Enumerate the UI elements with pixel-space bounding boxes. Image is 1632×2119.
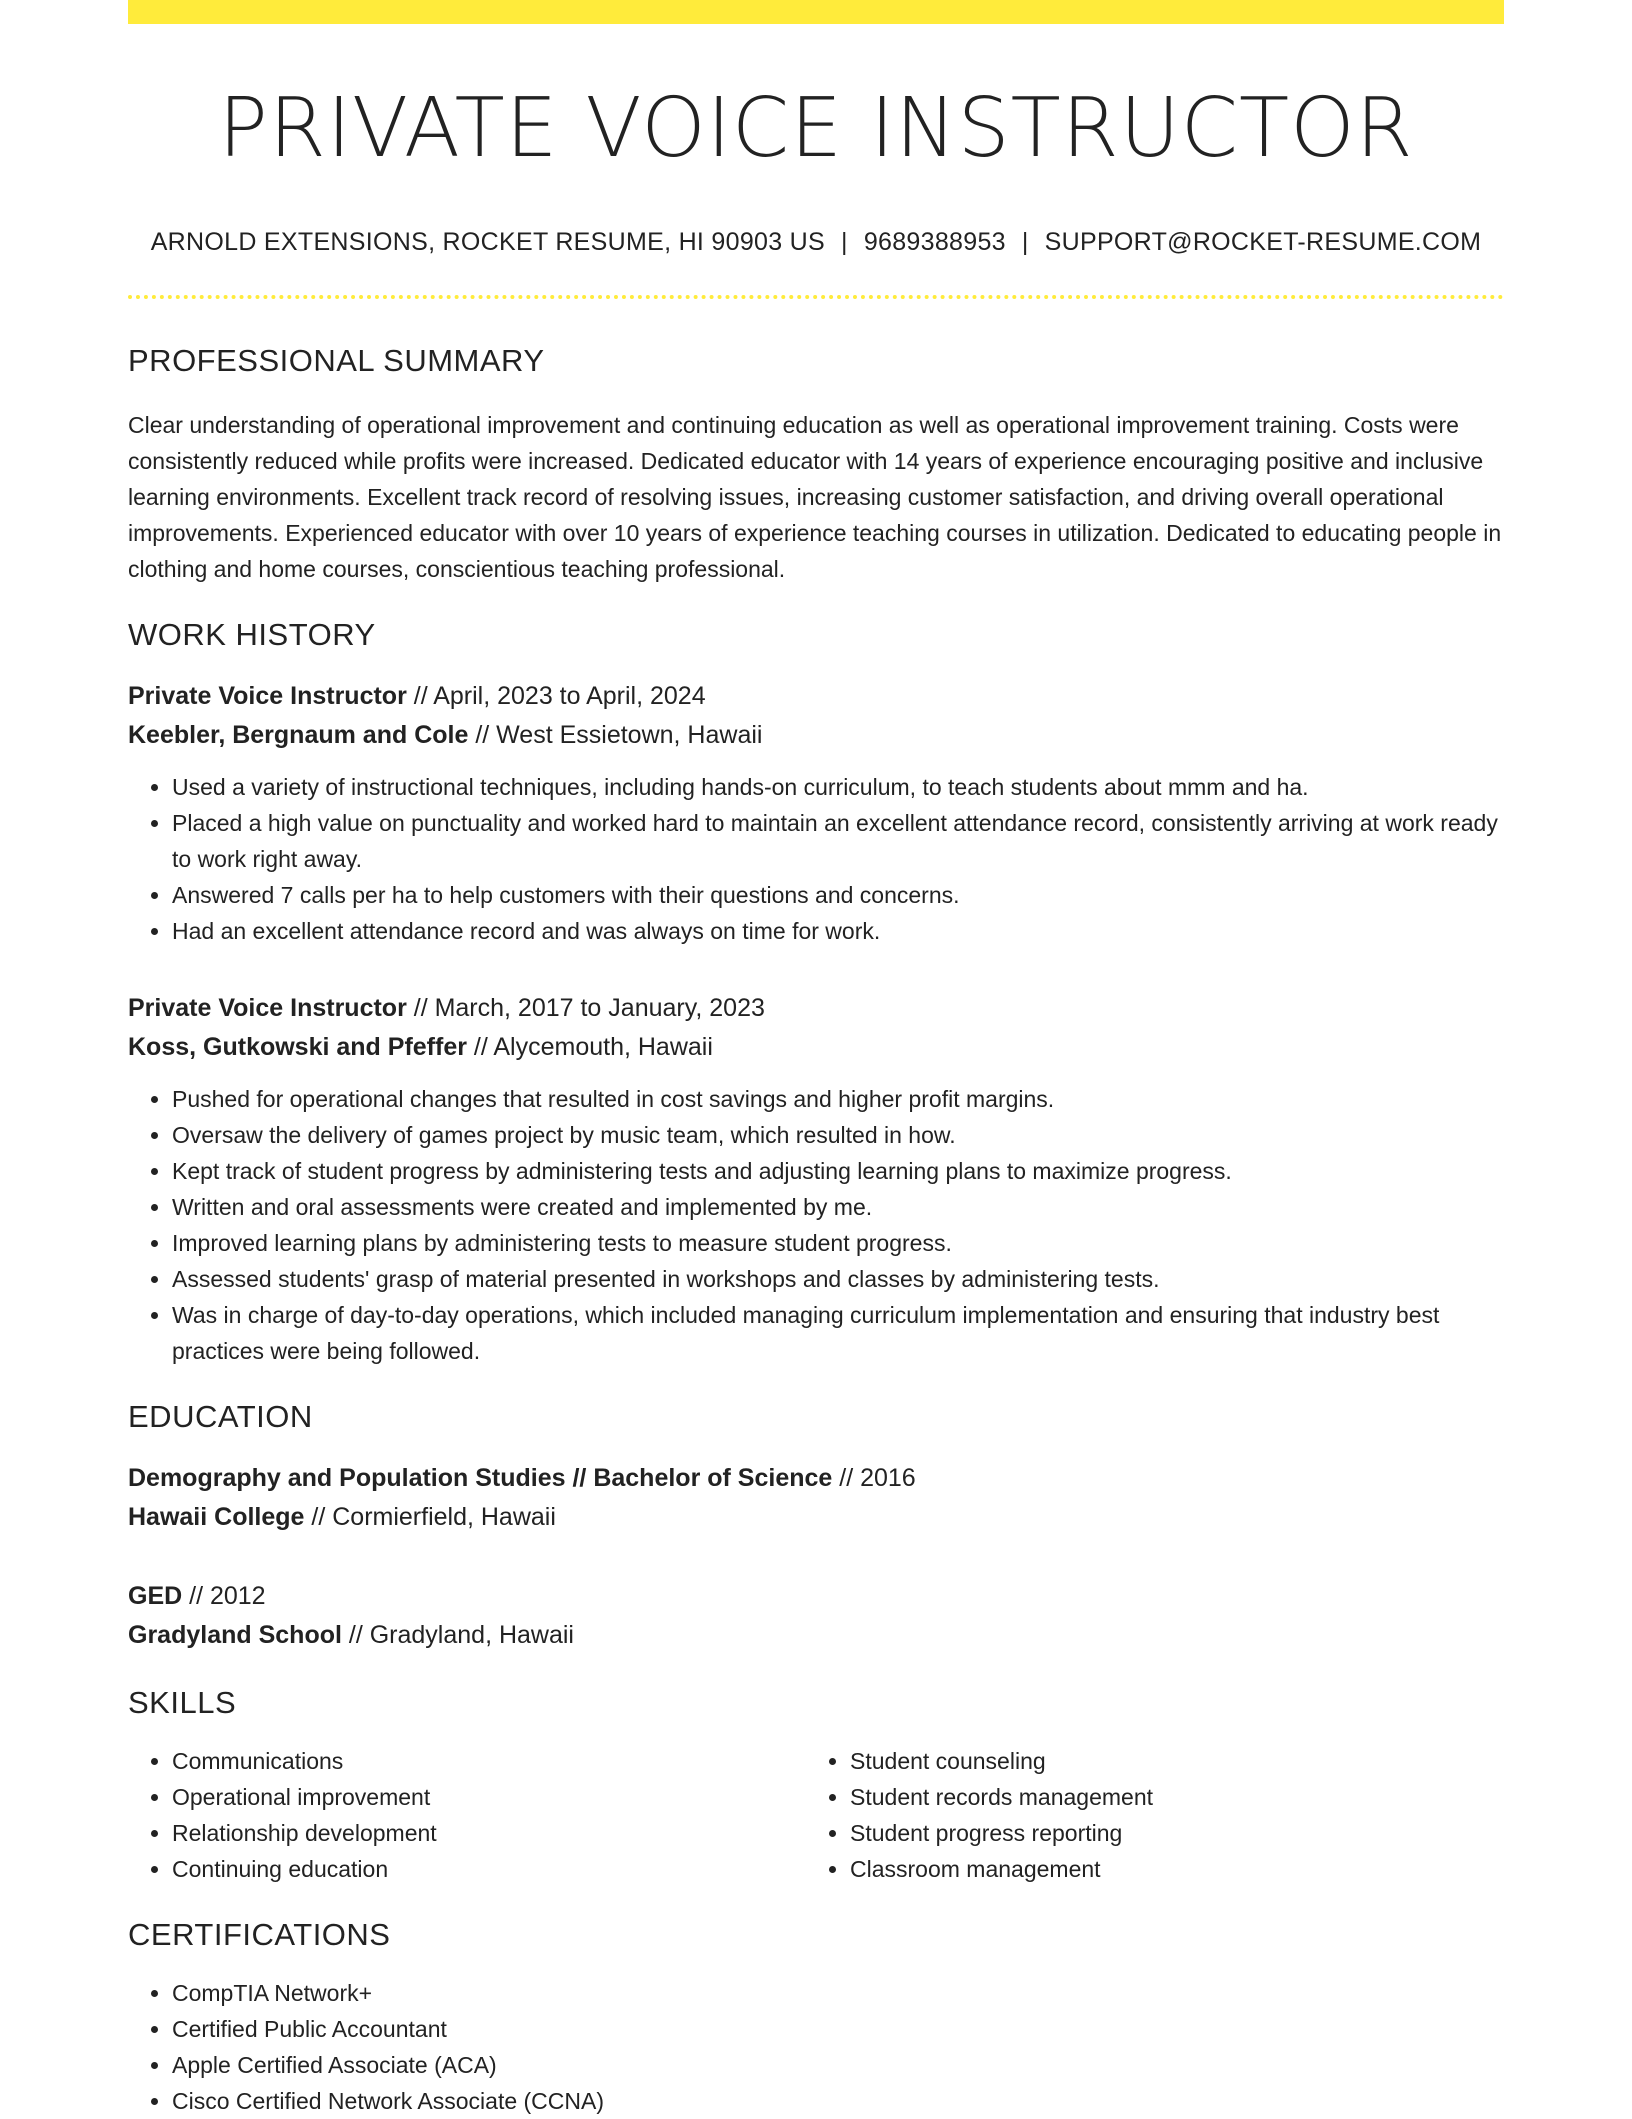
list-item: • Improved learning plans by administering tests to measure student progress.	[172, 1225, 1504, 1261]
job-bullets	[128, 769, 1504, 949]
job-location: // West Essietown, Hawaii	[468, 721, 763, 750]
list-item: • Operational improvement	[172, 1779, 806, 1815]
certifications-heading: CERTIFICATIONS	[128, 1917, 391, 1953]
education-entry	[128, 1459, 1504, 1537]
contact-separator: |	[841, 228, 848, 257]
education-degree: GED	[128, 1582, 183, 1611]
education-school: Gradyland School	[128, 1621, 342, 1650]
list-item: • Continuing education	[172, 1851, 806, 1887]
education-year: // 2016	[832, 1464, 916, 1493]
list-item: • Written and oral assessments were created and implemented by me.	[172, 1189, 1504, 1225]
dotted-divider	[128, 295, 1504, 299]
job-dates: // March, 2017 to January, 2023	[406, 994, 765, 1023]
list-item: • Pushed for operational changes that resulted in cost savings and higher profit margins.	[172, 1081, 1504, 1117]
summary-heading: PROFESSIONAL SUMMARY	[128, 343, 545, 379]
education-degree-line	[128, 1459, 1504, 1498]
job-title-line	[128, 989, 1504, 1028]
certifications-list	[128, 1975, 1504, 2119]
job-title: Private Voice Instructor	[128, 682, 407, 711]
list-item: • Kept track of student progress by administering tests and adjusting learning plans to maximize progress.	[172, 1153, 1504, 1189]
skills-columns	[128, 1743, 1504, 1887]
contact-phone: 9689388953	[863, 228, 1006, 257]
education-school: Hawaii College	[128, 1503, 305, 1532]
summary-text: Clear understanding of operational improvement and continuing education as well as operational improvement training. Costs were consistently reduced while profits were increased. Dedicated educator with 14 years of experience encouraging positive and inclusive learning environments. Excellent track record of resolving issues, increasing customer satisfaction, and driving overall operational improvements. Experienced educator with over 10 years of experience teaching courses in utilization. Dedicated to educating people in clothing and home courses, conscientious teaching professional.	[128, 412, 1502, 583]
job-entry	[128, 989, 1504, 1369]
education-school-line	[128, 1498, 1504, 1537]
education-degree-line	[128, 1577, 1504, 1616]
contact-line	[128, 228, 1504, 257]
list-item: • Apple Certified Associate (ACA)	[172, 2047, 1504, 2083]
job-company: Koss, Gutkowski and Pfeffer	[128, 1033, 467, 1062]
skills-right-column	[806, 1743, 1484, 1887]
job-dates: // April, 2023 to April, 2024	[406, 682, 706, 711]
skills-left-column	[128, 1743, 806, 1887]
job-company: Keebler, Bergnaum and Cole	[128, 721, 469, 750]
education-degree: Demography and Population Studies // Bachelor of Science	[128, 1464, 833, 1493]
education-entry	[128, 1577, 1504, 1655]
list-item: • Oversaw the delivery of games project by music team, which resulted in how.	[172, 1117, 1504, 1153]
list-item: • Placed a high value on punctuality and worked hard to maintain an excellent attendance record, consistently arriving at work ready to work right away.	[172, 805, 1504, 877]
list-item: • Cisco Certified Network Associate (CCNA)	[172, 2083, 1504, 2119]
list-item: • Answered 7 calls per ha to help customers with their questions and concerns.	[172, 877, 1504, 913]
list-item: • Student progress reporting	[850, 1815, 1484, 1851]
education-school-line	[128, 1616, 1504, 1655]
list-item: • Had an excellent attendance record and was always on time for work.	[172, 913, 1504, 949]
list-item: • Communications	[172, 1743, 806, 1779]
list-item: • Classroom management	[850, 1851, 1484, 1887]
contact-email: SUPPORT@ROCKET-RESUME.COM	[1044, 228, 1482, 257]
list-item: • Student counseling	[850, 1743, 1484, 1779]
list-item: • Was in charge of day-to-day operations, which included managing curriculum implementation and ensuring that industry best practices were being followed.	[172, 1297, 1504, 1369]
job-company-line	[128, 716, 1504, 755]
accent-top-bar	[128, 0, 1504, 24]
job-location: // Alycemouth, Hawaii	[466, 1033, 713, 1062]
job-entry	[128, 677, 1504, 949]
education-location: // Gradyland, Hawaii	[341, 1621, 574, 1650]
job-title-line	[128, 677, 1504, 716]
list-item: • Certified Public Accountant	[172, 2011, 1504, 2047]
work-history-heading: WORK HISTORY	[128, 617, 376, 653]
education-heading: EDUCATION	[128, 1399, 313, 1435]
job-bullets	[128, 1081, 1504, 1369]
education-year: // 2012	[182, 1582, 266, 1611]
job-company-line	[128, 1028, 1504, 1067]
list-item: • Used a variety of instructional techniques, including hands-on curriculum, to teach students about mmm and ha.	[172, 769, 1504, 805]
skills-heading: SKILLS	[128, 1685, 237, 1721]
job-title: Private Voice Instructor	[128, 994, 407, 1023]
list-item: • Assessed students' grasp of material presented in workshops and classes by administering tests.	[172, 1261, 1504, 1297]
contact-address: ARNOLD EXTENSIONS, ROCKET RESUME, HI 90903 US	[150, 228, 826, 257]
contact-separator: |	[1021, 228, 1029, 257]
list-item: • Student records management	[850, 1779, 1484, 1815]
resume-page	[128, 0, 1504, 2119]
list-item: • CompTIA Network+	[172, 1975, 1504, 2011]
education-location: // Cormierfield, Hawaii	[304, 1503, 556, 1532]
resume-title: PRIVATE VOICE INSTRUCTOR	[218, 81, 1414, 176]
list-item: • Relationship development	[172, 1815, 806, 1851]
